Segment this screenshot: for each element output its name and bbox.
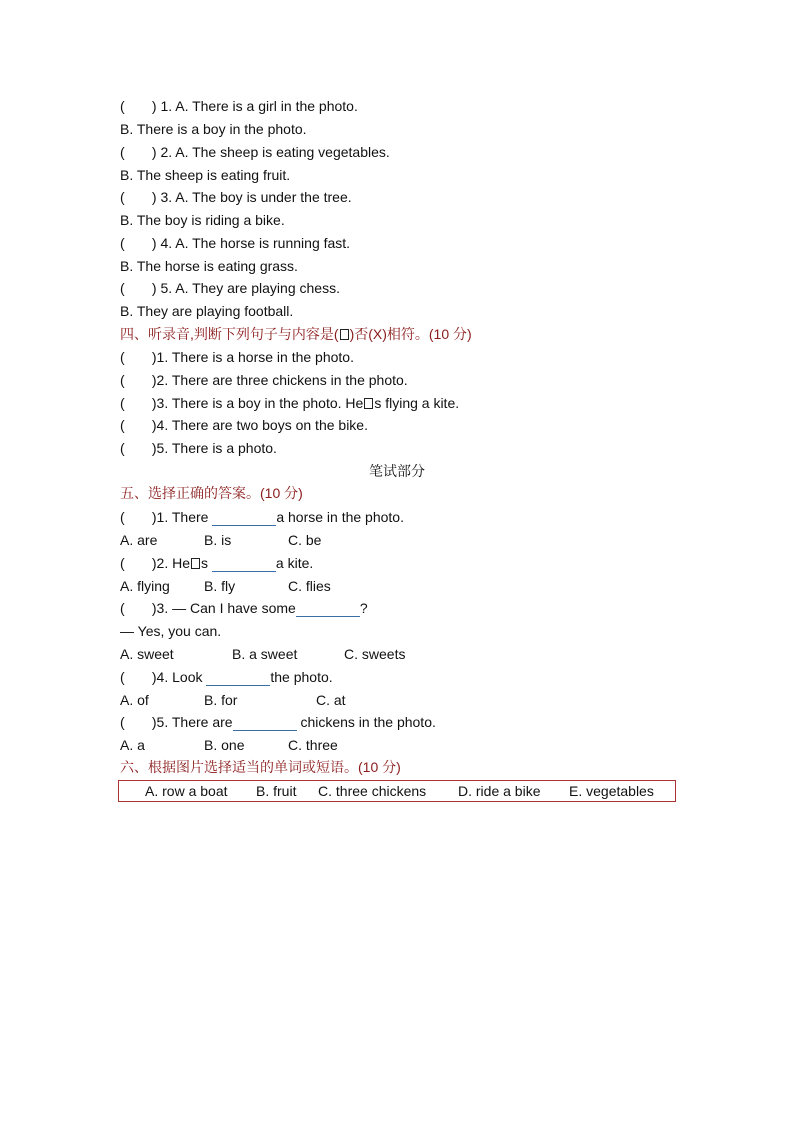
part5-heading: 五、选择正确的答案。(10 分): [120, 485, 303, 501]
q5-4: ( )4. Look the photo.: [120, 669, 333, 685]
word-bank-option: D. ride a bike: [458, 783, 541, 799]
q3-3-a: ( ) 3. A. The boy is under the tree.: [120, 189, 352, 205]
missing-glyph-icon: [191, 558, 200, 569]
q3-2-a: ( ) 2. A. The sheep is eating vegetables.: [120, 144, 390, 160]
word-bank-option: B. fruit: [256, 783, 297, 799]
part4-heading: 四、听录音,判断下列句子与内容是( )否(X)相符。(10 分): [120, 326, 472, 342]
answer-blank[interactable]: [296, 601, 360, 617]
q5-3-options: A. sweet B. a sweet C. sweets: [120, 646, 406, 662]
q3-5-b: B. They are playing football.: [120, 303, 294, 319]
q5-3-answer: — Yes, you can.: [120, 623, 222, 639]
q3-1-a: ( ) 1. A. There is a girl in the photo.: [120, 98, 358, 114]
q3-4-b: B. The horse is eating grass.: [120, 258, 298, 274]
q3-2-b: B. The sheep is eating fruit.: [120, 167, 291, 183]
q4-2: ( )2. There are three chickens in the photo.: [120, 372, 408, 388]
check-box-icon: [340, 329, 349, 340]
missing-glyph-icon: [364, 398, 373, 409]
q3-1-b: B. There is a boy in the photo.: [120, 121, 307, 137]
q4-1: ( )1. There is a horse in the photo.: [120, 349, 354, 365]
part6-heading: 六、根据图片选择适当的单词或短语。(10 分): [120, 759, 401, 775]
answer-blank[interactable]: [206, 670, 270, 686]
q5-3: ( )3. — Can I have some ?: [120, 600, 368, 616]
q3-4-a: ( ) 4. A. The horse is running fast.: [120, 235, 351, 251]
q5-2-options: A. flying B. fly C. flies: [120, 578, 331, 594]
q5-2: ( )2. He s a kite.: [120, 555, 314, 571]
q5-5: ( )5. There are chickens in the photo.: [120, 714, 436, 730]
q5-1: ( )1. There a horse in the photo.: [120, 509, 404, 525]
q3-3-b: B. The boy is riding a bike.: [120, 212, 285, 228]
word-bank-option: C. three chickens: [318, 783, 427, 799]
answer-blank[interactable]: [212, 556, 276, 572]
word-bank-option: A. row a boat: [145, 783, 228, 799]
answer-blank[interactable]: [233, 715, 297, 731]
q5-1-options: A. are B. is C. be: [120, 532, 322, 548]
answer-blank[interactable]: [212, 510, 276, 526]
written-section-title: 笔试部分: [369, 463, 425, 479]
q3-5-a: ( ) 5. A. They are playing chess.: [120, 280, 340, 296]
q4-5: ( )5. There is a photo.: [120, 440, 277, 456]
q5-5-options: A. a B. one C. three: [120, 737, 338, 753]
word-bank-option: E. vegetables: [569, 783, 654, 799]
word-bank-box: [118, 780, 676, 802]
q5-4-options: A. of B. for C. at: [120, 692, 346, 708]
q4-3: ( )3. There is a boy in the photo. He s flying a kite.: [120, 395, 460, 411]
q4-4: ( )4. There are two boys on the bike.: [120, 417, 368, 433]
